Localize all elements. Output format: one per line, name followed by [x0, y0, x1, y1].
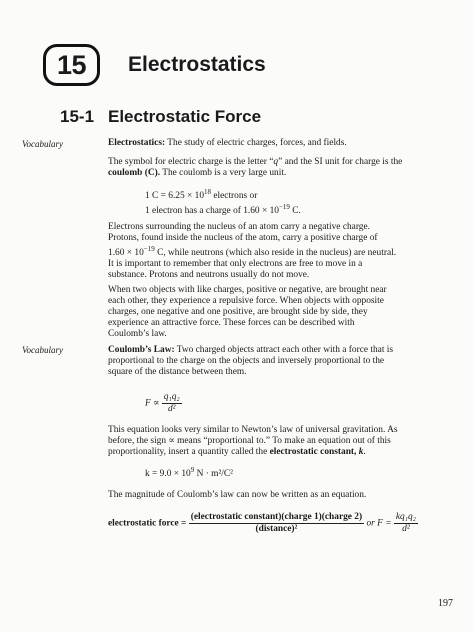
fraction-denominator: d² [394, 523, 418, 535]
text-line: Electrons surrounding the nucleus of an atom carry a negative charge. [108, 222, 370, 232]
text-run: The symbol for electric charge is the letter “ [108, 157, 274, 167]
fraction-numerator: (electrostatic constant)(charge 1)(charge 2) [190, 512, 363, 522]
newton-paragraph [108, 425, 453, 458]
fraction-denominator: (distance)² [189, 523, 364, 535]
text-line: proportional to the charge on the objects and inversely proportional to the [108, 356, 385, 366]
fraction-numerator: kq₁q₂ [395, 512, 416, 522]
proportionality-formula [145, 392, 182, 415]
text-run: The coulomb is a very large unit. [160, 168, 287, 178]
coulomb-equation [108, 512, 458, 535]
text-run: C, while neutrons (which also reside in the nucleus) are neutral. [154, 248, 397, 259]
section-number: 15-1 [60, 107, 95, 126]
vocab-term: Coulomb’s Law: [108, 345, 175, 355]
vocab-electrostatics-definition [108, 138, 453, 149]
exponent: −19 [143, 245, 155, 253]
text-line: This equation looks very similar to Newton’s law of universal gravitation. As [108, 425, 398, 435]
fraction-numerator: q₁q₂ [163, 392, 180, 402]
text-line: each other, they experience a repulsive force. When objects with opposite [108, 296, 384, 306]
text-run: C. [289, 206, 301, 217]
text-run: 1.60 × 10 [108, 248, 144, 259]
text-run: k = 9.0 × 10 [145, 469, 191, 480]
exponent: 18 [204, 188, 212, 196]
chapter-title: Electrostatics [128, 53, 266, 76]
text-line: before, the sign ∝ means “proportional to.” To make an equation out of this [108, 436, 391, 446]
electrostatic-constant [145, 465, 233, 480]
fraction [189, 512, 364, 535]
text-line: substance. Protons and neutrons usually do not move. [108, 270, 310, 281]
unit-coulomb: coulomb (C). [108, 168, 161, 178]
exponent: 9 [190, 466, 195, 474]
fraction [162, 392, 182, 415]
text-run: . [363, 447, 366, 457]
electrons-paragraph [108, 222, 453, 281]
vocab-term: Electrostatics: [108, 138, 166, 148]
vocab-coulomb-definition [108, 345, 453, 378]
bold-term: electrostatic constant, [269, 447, 359, 457]
text-run: 1 electron has a charge of 1.60 × 10 [145, 206, 279, 217]
chapter-number: 15 [56, 49, 87, 80]
exponent: −19 [278, 203, 290, 212]
fraction [394, 512, 418, 535]
text-run: Two charged objects attract each other with a force that is [174, 345, 394, 355]
fraction-denominator: d² [162, 403, 182, 415]
symbol-q: q [273, 157, 279, 167]
charge-conversion [145, 187, 301, 217]
text-run: or F = [364, 518, 394, 529]
text-line: square of the distance between them. [108, 367, 247, 377]
text-run: ” and the SI unit for charge is the [278, 157, 403, 167]
formula-lhs: F ∝ [145, 398, 162, 409]
text-line: Protons, found inside the nucleus of the atom, carry a positive charge of [108, 233, 378, 243]
page-number: 197 [438, 598, 453, 609]
vocab-definition: The study of electric charges, forces, and fields. [165, 138, 347, 148]
equation-lhs: electrostatic force = [108, 518, 189, 529]
text-run: 1 C = 6.25 × 10 [145, 191, 205, 202]
text-line: Coulomb’s law. [108, 329, 167, 339]
magnitude-sentence: The magnitude of Coulomb’s law can now be written as an equation. [108, 490, 367, 500]
margin-label-vocabulary: Vocabulary [22, 345, 63, 355]
symbol-k: k [358, 447, 364, 457]
chapter-number-badge [43, 44, 100, 86]
text-line: experience an attractive force. These forces can be described with [108, 318, 355, 328]
text-line: charges, one negative and one positive, are brought side by side, they [108, 307, 368, 317]
text-run: proportionality, insert a quantity called the [108, 447, 270, 457]
section-title: Electrostatic Force [108, 107, 262, 126]
text-run: electrons or [211, 191, 258, 202]
text-line: When two objects with like charges, positive or negative, are brought near [108, 285, 387, 295]
charge-symbol-paragraph [108, 157, 453, 179]
text-line: It is important to remember that only electrons are free to move in a [108, 259, 363, 270]
like-charges-paragraph [108, 285, 453, 340]
margin-label-vocabulary: Vocabulary [22, 139, 63, 149]
text-run: N · m²/C² [194, 469, 233, 480]
